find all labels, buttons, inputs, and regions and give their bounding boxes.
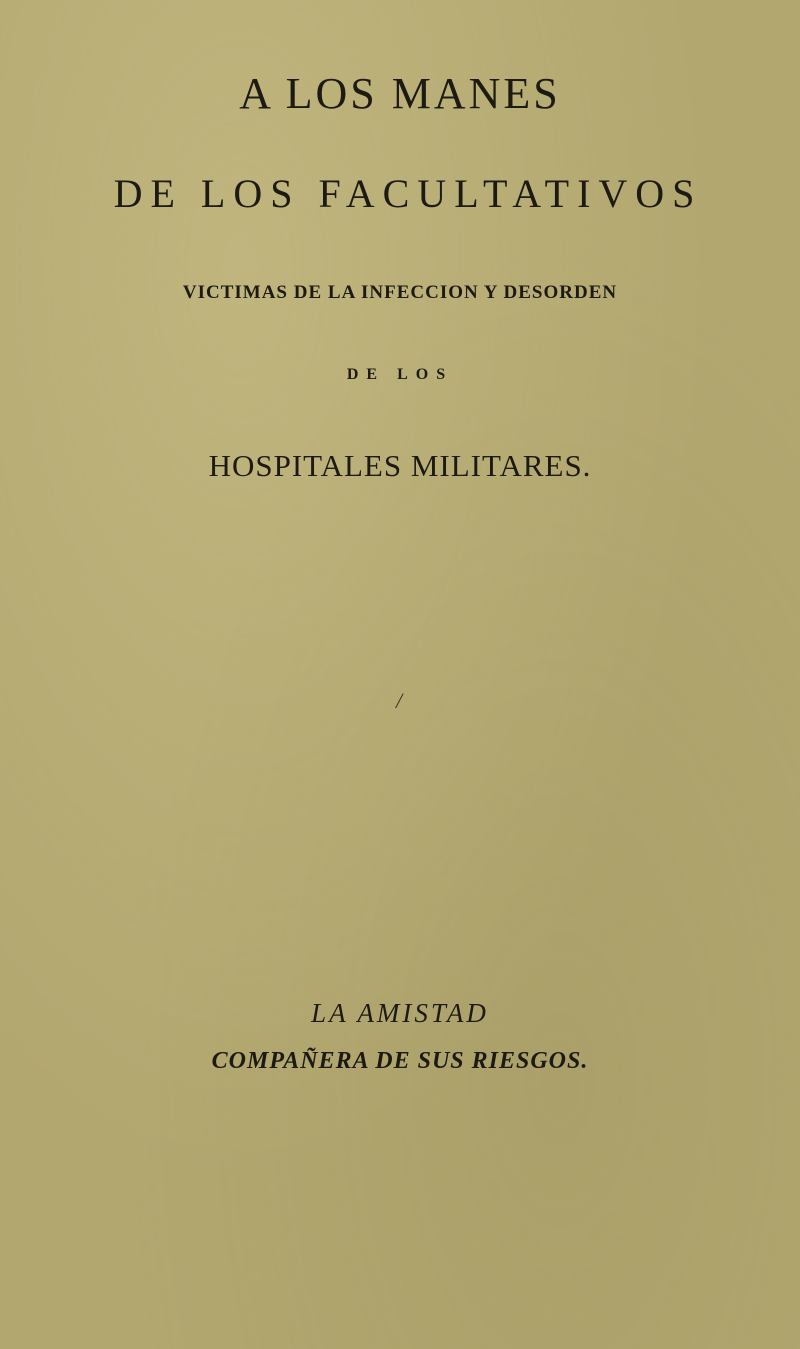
stray-ink-mark: / [396,688,403,713]
dedication-connector: DE LOS [346,366,454,383]
dedication-subtitle: VICTIMAS DE LA INFECCION Y DESORDEN [182,282,618,303]
dedication-signature-line2: COMPAÑERA DE SUS RIESGOS. [211,1048,589,1074]
dedication-heading-line2: DE LOS FACULTATIVOS [113,171,703,216]
dedication-heading-line1: A LOS MANES [239,69,561,118]
dedication-subject: HOSPITALES MILITARES. [208,448,592,483]
dedication-signature-line1: LA AMISTAD [311,998,489,1028]
